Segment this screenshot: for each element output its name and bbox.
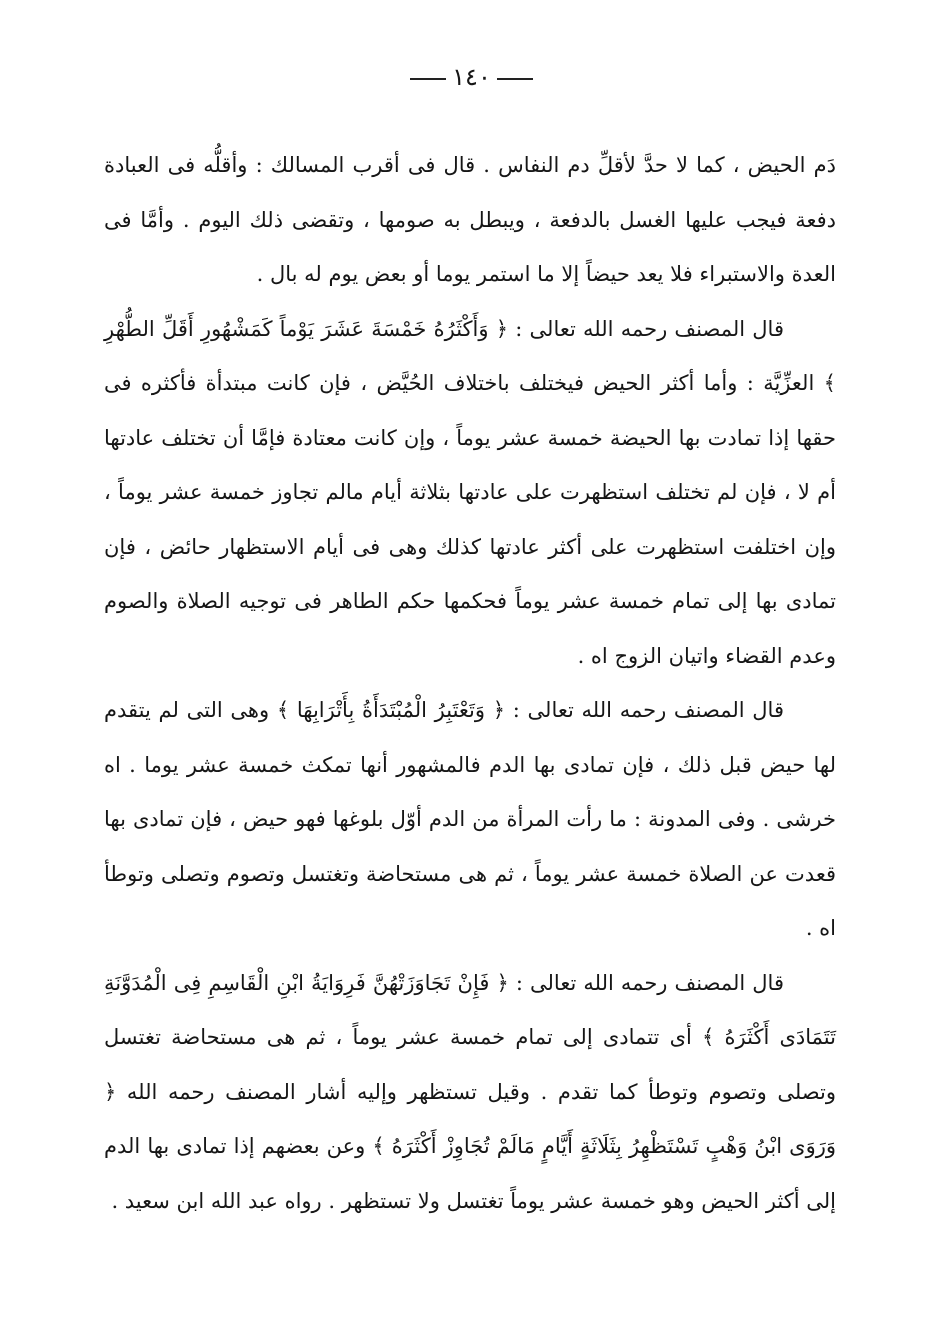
paragraph-3: قال المصنف رحمه الله تعالى : ﴿ وَتَعْتَبِرُ الْمُبْتَدَأَةُ بِأَتْرَابِهَا ﴾ وهى التى لم يتقدم لها حيض قبل ذلك ، فإن تمادى بها الدم فالمشهور أنها تمكث خمسة عشر يوما . اه خرشى . وفى المدونة : ما رأت المرأة من الدم أوّل بلوغها فهو حيض ، فإن تمادى بها قعدت عن الصلاة خمسة عشر يوماً ، ثم هى مستحاضة وتغتسل وتصوم وتصلى وتوطأ اه .	[104, 698, 836, 940]
paragraph-1: دَم الحيض ، كما لا حدَّ لأقلِّ دم النفاس . قال فى أقرب المسالك : وأقلُّه فى العبادة دفعة فيجب عليها الغسل بالدفعة ، ويبطل به صومها ، وتقضى ذلك اليوم . وأمَّا فى العدة والاستبراء فلا يعد حيضاً إلا ما استمر يوما أو بعض يوم له بال .	[104, 153, 836, 286]
page-number-dash-left	[410, 78, 446, 80]
paragraph-4: قال المصنف رحمه الله تعالى : ﴿ فَإِنْ تَجَاوَزَتْهُنَّ فَرِوَايَةُ ابْنِ الْقَاسِمِ فِى الْمُدَوَّنَةِ تَتَمَادَى أَكْثَرَهُ ﴾ أى تتمادى إلى تمام خمسة عشر يوماً ، ثم هى مستحاضة تغتسل وتصلى وتصوم وتوطأ كما تقدم . وقيل تستظهر وإليه أشار المصنف رحمه الله ﴿ وَرَوَى ابْنُ وَهْبٍ تَسْتَظْهِرُ بِثَلَاثَةٍ أَيَّامٍ مَالَمْ تُجَاوِزْ أَكْثَرَهُ ﴾ وعن بعضهم إذا تمادى بها الدم إلى أكثر الحيض وهو خمسة عشر يوماً تغتسل ولا تستظهر . رواه عبد الله ابن سعيد .	[104, 970, 836, 1213]
page-number-text: ١٤٠	[452, 63, 491, 91]
page-text	[104, 138, 836, 1228]
page-number	[0, 62, 943, 92]
paragraph-2: قال المصنف رحمه الله تعالى : ﴿ وَأَكْثَرُهُ خَمْسَةَ عَشَرَ يَوْماً كَمَشْهُورِ أَقَلِّ الطُّهْرِ ﴾ العزِّيَّة : وأما أكثر الحيض فيختلف باختلاف الحُيَّض ، فإن كانت مبتدأة فأكثره فى حقها إذا تمادت بها الحيضة خمسة عشر يوماً ، وإن كانت معتادة فإمَّا أن تختلف عادتها أم لا ، فإن لم تختلف استظهرت على عادتها بثلاثة أيام مالم تجاوز خمسة عشر يوماً ، وإن اختلفت استظهرت على أكثر عادتها كذلك وهى فى أيام الاستظهار حائض ، فإن تمادى بها إلى تمام خمسة عشر يوماً فحكمها حكم الطاهر فى توجيه الصلاة والصوم وعدم القضاء واتيان الزوج اه .	[104, 316, 836, 668]
page-number-dash-right	[497, 78, 533, 80]
